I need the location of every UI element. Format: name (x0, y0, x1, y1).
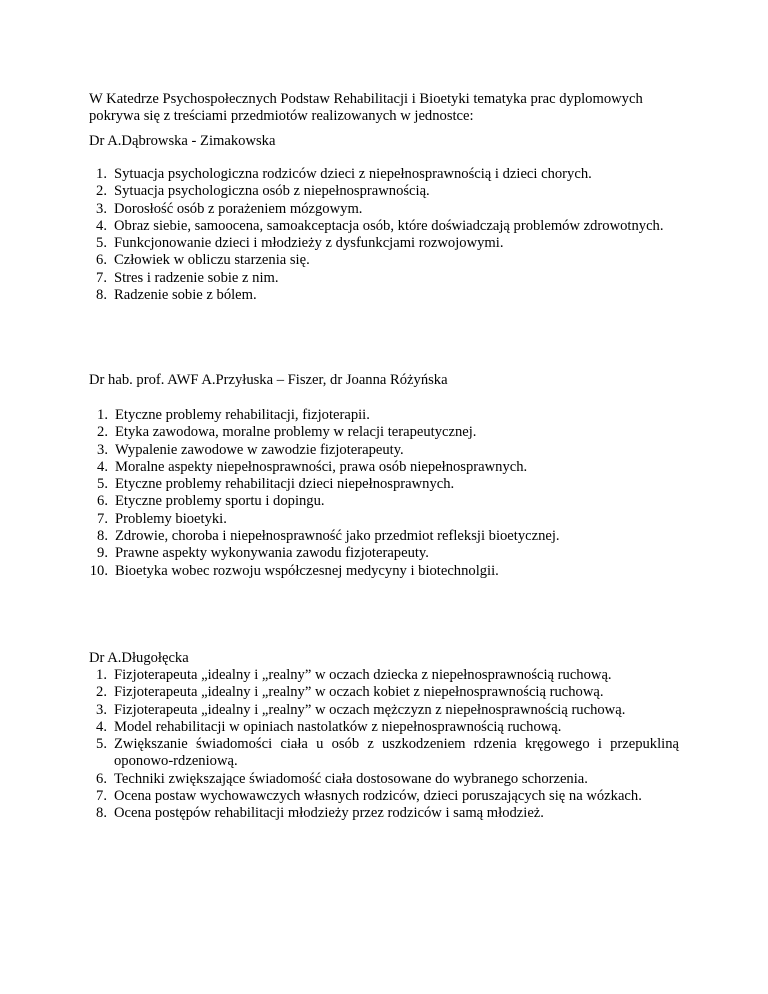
list-item: 8. Zdrowie, choroba i niepełnosprawność jako przedmiot refleksji bioetycznej. (97, 528, 560, 545)
list-item: 1. Sytuacja psychologiczna rodziców dzieci z niepełnosprawnością i dzieci chorych. (96, 166, 592, 182)
list-item: 7. Ocena postaw wychowawczych własnych rodziców, dzieci poruszających się na wózkach. (96, 788, 642, 805)
list-item: 5. Etyczne problemy rehabilitacji dzieci niepełnosprawnych. (97, 476, 455, 493)
supervisor-heading-1: Dr A.Dąbrowska - Zimakowska (89, 133, 276, 149)
list-item: 3. Dorosłość osób z porażeniem mózgowym. (96, 200, 363, 217)
list-item: 2. Etyka zawodowa, moralne problemy w relacji terapeutycznej. (97, 424, 477, 441)
list-item: 4. Obraz siebie, samoocena, samoakceptacja osób, które doświadczają problemów zdrowotnych. (96, 217, 664, 234)
list-item: 6. Techniki zwiększające świadomość ciała dostosowane do wybranego schorzenia. (96, 770, 588, 787)
topic-list-3 (89, 667, 679, 823)
topic-list-1 (89, 166, 679, 304)
list-item: 4. Model rehabilitacji w opiniach nastolatków z niepełnosprawnością ruchową. (96, 718, 562, 735)
supervisor-heading-3: Dr A.Długołęcka (89, 650, 189, 666)
list-item: 1. Fizjoterapeuta „idealny i „realny” w oczach dziecka z niepełnosprawnością ruchową. (96, 667, 612, 683)
list-item: 7. Stres i radzenie sobie z nim. (96, 269, 279, 286)
list-item: 5. Funkcjonowanie dzieci i młodzieży z dysfunkcjami rozwojowymi. (96, 235, 504, 252)
list-item: 5. Zwiększanie świadomości ciała u osób z uszkodzeniem rdzenia kręgowego i przepukliną oponowo-rdzeniową. (96, 736, 679, 770)
list-item: 9. Prawne aspekty wykonywania zawodu fizjoterapeuty. (97, 545, 429, 562)
list-item: 4. Moralne aspekty niepełnosprawności, prawa osób niepełnosprawnych. (97, 458, 528, 475)
list-item: 3. Fizjoterapeuta „idealny i „realny” w oczach mężczyzn z niepełnosprawnością ruchową. (96, 701, 626, 718)
list-item: 6. Etyczne problemy sportu i dopingu. (97, 493, 325, 510)
list-item: 6. Człowiek w obliczu starzenia się. (96, 252, 310, 269)
list-item: 2. Sytuacja psychologiczna osób z niepełnosprawnością. (96, 183, 430, 200)
list-item: 3. Wypalenie zawodowe w zawodzie fizjoterapeuty. (97, 441, 404, 458)
list-item: 2. Fizjoterapeuta „idealny i „realny” w oczach kobiet z niepełnosprawnością ruchową. (96, 684, 604, 701)
list-item: 1. Etyczne problemy rehabilitacji, fizjoterapii. (97, 407, 370, 423)
list-item: 8. Ocena postępów rehabilitacji młodzieży przez rodziców i samą młodzież. (96, 805, 544, 822)
supervisor-heading-2: Dr hab. prof. AWF A.Przyłuska – Fiszer, dr Joanna Różyńska (89, 372, 448, 388)
list-item: 7. Problemy bioetyki. (97, 510, 227, 527)
list-item: 10. Bioetyka wobec rozwoju współczesnej medycyny i biotechnolgii. (89, 562, 499, 579)
intro-paragraph: W Katedrze Psychospołecznych Podstaw Rehabilitacji i Bioetyki tematyka prac dyplomowych pokrywa się z treściami przedmiotów realizowanych w jednostce: (89, 91, 643, 125)
list-item: 8. Radzenie sobie z bólem. (96, 287, 257, 304)
topic-list-2 (89, 407, 679, 580)
